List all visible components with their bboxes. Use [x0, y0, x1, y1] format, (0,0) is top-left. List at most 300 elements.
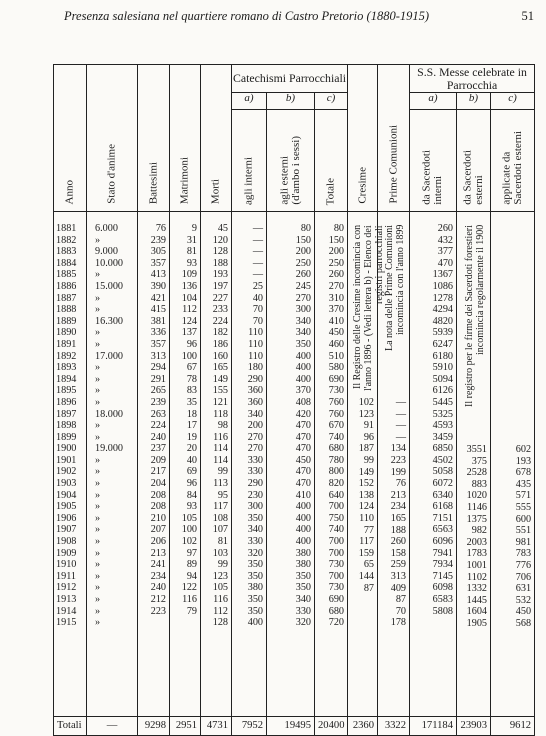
- sm-a-cell: 6072: [432, 478, 454, 490]
- years-cell: 1904: [56, 489, 77, 501]
- year-column: [56, 223, 83, 629]
- sm-c-cell: 783: [515, 548, 532, 560]
- prime-comunioni-cell: 409: [390, 582, 407, 594]
- prime-comunioni-cell: 87: [395, 594, 407, 606]
- stato-cell: »: [95, 605, 101, 617]
- sm-b-cell: 375: [471, 455, 488, 467]
- matrimoni-cell: 69: [186, 466, 197, 478]
- cat-a-cell: 230: [247, 489, 263, 501]
- col-header-cat-c: Totale: [315, 110, 348, 212]
- years-cell: 1892: [56, 350, 77, 362]
- sm-a-cell: 377: [437, 246, 454, 258]
- cat-a-cell: —: [252, 234, 263, 246]
- morti-cell: 233: [212, 304, 228, 316]
- sm-a-cell: 7941: [432, 547, 454, 559]
- matrimoni-cell: 83: [186, 385, 197, 397]
- morti-column: [204, 223, 228, 629]
- stato-cell: »: [95, 269, 101, 281]
- battesimi-cell: 239: [150, 396, 166, 408]
- cresime-cell: 149: [358, 466, 375, 478]
- years-cell: 1905: [56, 501, 77, 513]
- morti-cell: 193: [212, 269, 228, 281]
- cat-c-cell: 640: [328, 489, 345, 501]
- sm-c-cell: 551: [515, 525, 532, 537]
- cat-a-cell: 180: [247, 362, 263, 374]
- morti-cell: 95: [217, 489, 228, 501]
- totals-sm-c: 9612: [491, 717, 535, 736]
- col-header-matrimoni: Matrimoni: [170, 65, 201, 212]
- sm-a-cell: 4593: [432, 420, 454, 432]
- years-cell: 1889: [56, 315, 77, 327]
- cat-c-cell: 580: [328, 362, 345, 374]
- totals-cresime: 2360: [348, 717, 378, 736]
- battesimi-cell: 413: [150, 269, 166, 281]
- sm-b-cell: 1445: [466, 594, 488, 606]
- cat-c-cell: 800: [328, 466, 345, 478]
- note-prime-comunioni: La nota delle Prime Comunioni incomincia con l'anno 1899: [384, 225, 407, 352]
- matrimoni-cell: 20: [186, 443, 197, 455]
- years-cell: 1909: [56, 547, 77, 559]
- prime-comunioni-cell: 234: [390, 501, 407, 513]
- morti-cell: 99: [217, 466, 228, 478]
- cat-c-cell: 780: [328, 454, 345, 466]
- cat-b-cell: 330: [295, 605, 311, 617]
- years-cell: 1903: [56, 478, 77, 490]
- stato-cell: »: [95, 466, 101, 478]
- sm-b-cell: 1905: [466, 617, 488, 629]
- totals-cat-a: 7952: [232, 717, 267, 736]
- sub-header-sm-c: c): [491, 93, 535, 110]
- prime-comunioni-cell: 188: [390, 524, 407, 536]
- totals-label: Totali: [54, 717, 87, 736]
- sub-header-sm-b: b): [457, 93, 491, 110]
- sm-a-cell: 6850: [432, 443, 454, 455]
- cat-b-cell: 320: [295, 617, 311, 629]
- cat-c-cell: 510: [328, 350, 345, 362]
- cat-a-cell: 40: [252, 292, 263, 304]
- stato-cell: »: [95, 512, 101, 524]
- battesimi-cell: 204: [150, 478, 166, 490]
- sm-c-cell: 435: [515, 478, 532, 490]
- cat-c-cell: 370: [328, 304, 345, 316]
- prime-comunioni-cell: —: [395, 420, 407, 432]
- stato-cell: 16.300: [95, 315, 124, 327]
- totals-cat-b: 19495: [267, 717, 315, 736]
- sm-b-cell: 1332: [466, 583, 488, 595]
- cat-c-cell: 690: [328, 373, 345, 385]
- cat-a-cell: —: [252, 246, 263, 258]
- prime-comunioni-cell: —: [395, 431, 407, 443]
- cat-c-cell: 250: [328, 257, 345, 269]
- note-messe-esterni: Il registro per le firme dei Sacerdoti forestieri incomincia regolarmente il 1900: [464, 225, 487, 407]
- prime-comunioni-cell: 260: [390, 536, 407, 548]
- totals-cat-c: 20400: [315, 717, 348, 736]
- sm-a-cell: 7934: [432, 559, 454, 571]
- matrimoni-cell: 112: [182, 304, 197, 316]
- matrimoni-cell: 102: [181, 536, 197, 548]
- sm-a-cell: 3459: [432, 431, 454, 443]
- years-cell: 1886: [56, 280, 77, 292]
- sub-header-sm-a: a): [410, 93, 457, 110]
- matrimoni-cell: 100: [181, 350, 197, 362]
- stato-cell: »: [95, 524, 101, 536]
- totals-matrimoni: 2951: [170, 717, 201, 736]
- stato-cell: »: [95, 478, 101, 490]
- cat-c-cell: 730: [328, 559, 345, 571]
- morti-cell: 117: [213, 501, 228, 513]
- cat-a-cell: 330: [247, 454, 263, 466]
- cat-a-cell: 290: [247, 373, 263, 385]
- matrimoni-cell: 136: [181, 280, 197, 292]
- cat-b-cell: 200: [295, 246, 311, 258]
- stato-cell: »: [95, 594, 101, 605]
- morti-cell: 98: [217, 420, 228, 432]
- battesimi-cell: 239: [150, 234, 166, 246]
- cat-b-cell: 340: [295, 594, 311, 605]
- cat-a-cell: 200: [247, 420, 263, 432]
- matrimoni-cell: 18: [186, 408, 197, 420]
- cat-c-cell: 690: [328, 594, 345, 605]
- battesimi-cell: 237: [150, 443, 166, 455]
- cat-c-cell: 740: [328, 431, 345, 443]
- sm-a-cell: 1367: [432, 269, 454, 281]
- matrimoni-cell: 84: [186, 489, 197, 501]
- matrimoni-cell: 96: [186, 478, 197, 490]
- battesimi-cell: 217: [150, 466, 166, 478]
- cresime-cell: 96: [363, 431, 375, 443]
- years-cell: 1884: [56, 257, 77, 269]
- morti-cell: 112: [213, 605, 228, 617]
- col-header-anno: Anno: [54, 65, 87, 212]
- totals-prime-comunioni: 3322: [378, 717, 410, 736]
- matrimoni-cell: 67: [186, 362, 197, 374]
- group-header-catechismi: Catechismi Parrocchiali: [232, 65, 348, 93]
- morti-cell: 99: [217, 559, 228, 571]
- years-cell: 1897: [56, 408, 77, 420]
- years-cell: 1913: [56, 594, 77, 605]
- years-cell: 1888: [56, 304, 77, 316]
- years-cell: 1894: [56, 373, 77, 385]
- matrimoni-cell: 78: [186, 373, 197, 385]
- cat-c-cell: 200: [328, 246, 345, 258]
- morti-cell: 188: [212, 257, 228, 269]
- sm-a-cell: 5058: [432, 466, 454, 478]
- cat-b-cell: 350: [295, 582, 311, 594]
- cat-b-cell: 350: [295, 570, 311, 582]
- stato-cell: »: [95, 431, 101, 443]
- morti-cell: 155: [212, 385, 228, 397]
- sm-c-cell: 532: [515, 594, 532, 606]
- cat-a-cell: 270: [247, 431, 263, 443]
- battesimi-cell: 206: [150, 536, 166, 548]
- years-cell: 1898: [56, 420, 77, 432]
- prime-comunioni-cell: 134: [390, 443, 407, 455]
- col-header-battesimi: Battesimi: [138, 65, 170, 212]
- cresime-cell: 152: [358, 478, 375, 490]
- group-header-messe: S.S. Messe celebrate in Parrocchia: [410, 65, 535, 93]
- cat-c-cell: 760: [328, 408, 345, 420]
- matrimoni-cell: 89: [186, 559, 197, 571]
- years-cell: 1885: [56, 269, 77, 281]
- battesimi-cell: 210: [150, 512, 166, 524]
- sm-b-cell: 1783: [466, 548, 488, 560]
- battesimi-cell: 240: [150, 582, 166, 594]
- sm-b-cell: 2003: [466, 536, 488, 548]
- sm-b-column: [460, 444, 487, 630]
- battesimi-cell: 313: [150, 350, 166, 362]
- prime-comunioni-cell: 213: [390, 489, 407, 501]
- sm-c-cell: 193: [515, 455, 532, 467]
- col-header-cat-a: agli interni: [232, 110, 267, 212]
- morti-cell: 149: [212, 373, 228, 385]
- sm-a-cell: 6098: [432, 582, 454, 594]
- battesimi-cell: 381: [150, 315, 166, 327]
- cresime-cell: 110: [359, 512, 375, 524]
- matrimoni-cell: 93: [186, 501, 197, 513]
- battesimi-cell: 390: [150, 280, 166, 292]
- cat-b-cell: 370: [295, 385, 311, 397]
- matrimoni-cell: 105: [181, 512, 197, 524]
- cat-a-cell: 290: [247, 478, 263, 490]
- cat-c-cell: 700: [328, 547, 345, 559]
- morti-cell: 227: [212, 292, 228, 304]
- sm-c-cell: 600: [515, 513, 532, 525]
- cat-b-cell: 420: [295, 408, 311, 420]
- battesimi-cell: 208: [150, 489, 166, 501]
- battesimi-cell: 209: [150, 454, 166, 466]
- stato-cell: »: [95, 547, 101, 559]
- sm-a-cell: 5939: [432, 327, 454, 339]
- cat-b-cell: 408: [295, 396, 311, 408]
- cat-c-cell: 450: [328, 327, 345, 339]
- cat-b-cell: 470: [295, 443, 311, 455]
- sm-a-cell: 5808: [432, 605, 454, 617]
- sub-header-cat-b: b): [267, 93, 315, 110]
- morti-cell: 160: [212, 350, 228, 362]
- totals-morti: 4731: [201, 717, 232, 736]
- col-header-prime-comunioni: Prime Comunioni: [378, 65, 410, 212]
- years-cell: 1893: [56, 362, 77, 374]
- cat-a-cell: 110: [248, 350, 263, 362]
- matrimoni-column: [173, 223, 197, 617]
- col-header-sm-b: da Sacerdoti esterni: [457, 110, 491, 212]
- cresime-cell: 124: [358, 501, 375, 513]
- cat-b-cell: 470: [295, 466, 311, 478]
- sm-a-cell: 6096: [432, 536, 454, 548]
- sm-b-cell: 1375: [466, 513, 488, 525]
- sm-a-cell: 5910: [432, 362, 454, 374]
- cat-a-cell: 350: [247, 512, 263, 524]
- cat-c-column: [318, 223, 344, 629]
- cat-c-cell: 680: [328, 605, 345, 617]
- years-cell: 1890: [56, 327, 77, 339]
- cat-c-cell: 680: [328, 443, 345, 455]
- battesimi-cell: 224: [150, 420, 166, 432]
- col-header-sm-c: applicate da Sacerdoti esterni: [491, 110, 535, 212]
- stato-cell: »: [95, 373, 101, 385]
- years-cell: 1907: [56, 524, 77, 536]
- prime-comunioni-cell: 199: [390, 466, 407, 478]
- years-cell: 1912: [56, 582, 77, 594]
- prime-comunioni-cell: 158: [390, 547, 407, 559]
- cat-b-cell: 300: [295, 304, 311, 316]
- morti-cell: 186: [212, 338, 228, 350]
- battesimi-cell: 241: [150, 559, 166, 571]
- morti-cell: 107: [212, 524, 228, 536]
- sm-a-cell: 4820: [432, 315, 454, 327]
- cat-b-cell: 150: [295, 234, 311, 246]
- cat-b-cell: 270: [295, 292, 311, 304]
- cat-b-cell: 400: [295, 512, 311, 524]
- cat-b-cell: 400: [295, 350, 311, 362]
- cat-b-cell: 350: [295, 338, 311, 350]
- prime-comunioni-cell: 165: [390, 512, 407, 524]
- morti-cell: 197: [212, 280, 228, 292]
- sm-b-cell: 1102: [467, 571, 488, 583]
- battesimi-cell: 421: [150, 292, 166, 304]
- prime-comunioni-cell: 313: [390, 570, 407, 582]
- cat-c-cell: 730: [328, 385, 345, 397]
- cat-a-cell: —: [252, 223, 263, 234]
- cat-b-cell: 400: [295, 373, 311, 385]
- page-number: 51: [521, 9, 534, 23]
- morti-cell: 81: [217, 536, 228, 548]
- matrimoni-cell: 137: [181, 327, 197, 339]
- running-title: Presenza salesiana nel quartiere romano di Castro Pretorio (1880-1915): [64, 9, 430, 23]
- cat-b-cell: 340: [295, 327, 311, 339]
- sm-a-cell: 5325: [432, 408, 454, 420]
- matrimoni-cell: 9: [191, 223, 197, 234]
- sm-a-cell: 5094: [432, 373, 454, 385]
- cresime-cell: 138: [358, 489, 375, 501]
- sm-a-cell: 6180: [432, 350, 454, 362]
- cresime-cell: 87: [363, 582, 375, 594]
- stato-cell: 10.000: [95, 257, 124, 269]
- sm-c-cell: 602: [515, 444, 532, 455]
- cat-b-column: [270, 223, 311, 629]
- matrimoni-cell: 19: [186, 431, 197, 443]
- stato-cell: »: [95, 420, 101, 432]
- morti-cell: 113: [213, 478, 228, 490]
- cat-b-cell: 400: [295, 536, 311, 548]
- years-cell: 1883: [56, 246, 77, 258]
- matrimoni-cell: 116: [182, 594, 197, 605]
- sm-c-cell: 706: [515, 571, 532, 583]
- morti-cell: 121: [212, 396, 228, 408]
- years-cell: 1895: [56, 385, 77, 397]
- sm-b-cell: 1020: [466, 490, 488, 502]
- years-cell: 1902: [56, 466, 77, 478]
- sm-a-cell: 7151: [432, 512, 454, 524]
- cresime-cell: 77: [363, 524, 375, 536]
- cresime-cell: 91: [363, 420, 375, 432]
- cresime-cell: 123: [358, 408, 375, 420]
- totals-sm-b: 23903: [457, 717, 491, 736]
- matrimoni-cell: 124: [181, 315, 197, 327]
- sm-c-cell: 568: [515, 617, 532, 629]
- battesimi-cell: 357: [150, 338, 166, 350]
- cat-a-cell: 110: [248, 338, 263, 350]
- cat-b-cell: 340: [295, 315, 311, 327]
- cat-c-cell: 670: [328, 420, 345, 432]
- sm-a-cell: 6563: [432, 524, 454, 536]
- stato-cell: »: [95, 489, 101, 501]
- sm-c-cell: 981: [515, 536, 532, 548]
- cat-a-cell: 340: [247, 524, 263, 536]
- cresime-cell: 102: [358, 397, 375, 408]
- battesimi-cell: 415: [150, 304, 166, 316]
- cat-b-cell: 245: [295, 280, 311, 292]
- sm-a-column: [413, 223, 453, 617]
- prime-comunioni-cell: 259: [390, 559, 407, 571]
- cat-a-cell: 350: [247, 605, 263, 617]
- stato-cell: 15.000: [95, 280, 124, 292]
- morti-cell: 182: [212, 327, 228, 339]
- years-cell: 1896: [56, 396, 77, 408]
- sm-a-cell: 4294: [432, 304, 454, 316]
- cat-a-cell: 350: [247, 570, 263, 582]
- morti-cell: 116: [213, 431, 228, 443]
- col-header-cresime: Cresime: [348, 65, 378, 212]
- years-cell: 1910: [56, 559, 77, 571]
- matrimoni-cell: 40: [186, 454, 197, 466]
- cat-c-cell: 730: [328, 582, 345, 594]
- matrimoni-cell: 122: [181, 582, 197, 594]
- sm-c-cell: 571: [515, 490, 532, 502]
- stato-cell: »: [95, 234, 101, 246]
- cat-c-cell: 720: [328, 617, 345, 629]
- col-header-morti: Morti: [201, 65, 232, 212]
- cat-b-cell: 400: [295, 501, 311, 513]
- cat-c-cell: 700: [328, 536, 345, 548]
- cresime-cell: 99: [363, 454, 375, 466]
- battesimi-cell: 263: [150, 408, 166, 420]
- years-cell: 1899: [56, 431, 77, 443]
- matrimoni-cell: 100: [181, 524, 197, 536]
- cat-a-column: [235, 223, 263, 629]
- years-cell: 1881: [56, 223, 77, 234]
- sm-a-cell: 6247: [432, 338, 454, 350]
- cat-b-cell: 400: [295, 362, 311, 374]
- cat-b-cell: 470: [295, 420, 311, 432]
- cat-c-cell: 260: [328, 269, 345, 281]
- stato-cell: »: [95, 582, 101, 594]
- prime-comunioni-cell: 70: [395, 605, 407, 617]
- cat-a-cell: 400: [247, 617, 263, 629]
- years-cell: 1911: [56, 570, 76, 582]
- sm-a-cell: 6340: [432, 489, 454, 501]
- cat-b-cell: 380: [295, 547, 311, 559]
- cat-b-cell: 470: [295, 478, 311, 490]
- cresime-cell: 144: [358, 570, 375, 582]
- battesimi-cell: 76: [155, 223, 166, 234]
- page-header: [64, 9, 534, 25]
- sm-c-cell: 776: [515, 559, 532, 571]
- data-rows: [54, 223, 535, 717]
- morti-cell: 165: [212, 362, 228, 374]
- cat-b-cell: 470: [295, 431, 311, 443]
- years-cell: 1900: [56, 443, 77, 455]
- years-cell: 1891: [56, 338, 77, 350]
- prime-comunioni-cell: 178: [390, 617, 407, 629]
- stato-cell: »: [95, 617, 101, 629]
- cat-b-cell: 250: [295, 257, 311, 269]
- sm-a-cell: 432: [437, 234, 454, 246]
- sm-a-cell: 4502: [432, 454, 454, 466]
- cat-a-cell: 110: [248, 327, 263, 339]
- morti-cell: 128: [212, 246, 228, 258]
- cat-b-cell: 80: [300, 223, 311, 234]
